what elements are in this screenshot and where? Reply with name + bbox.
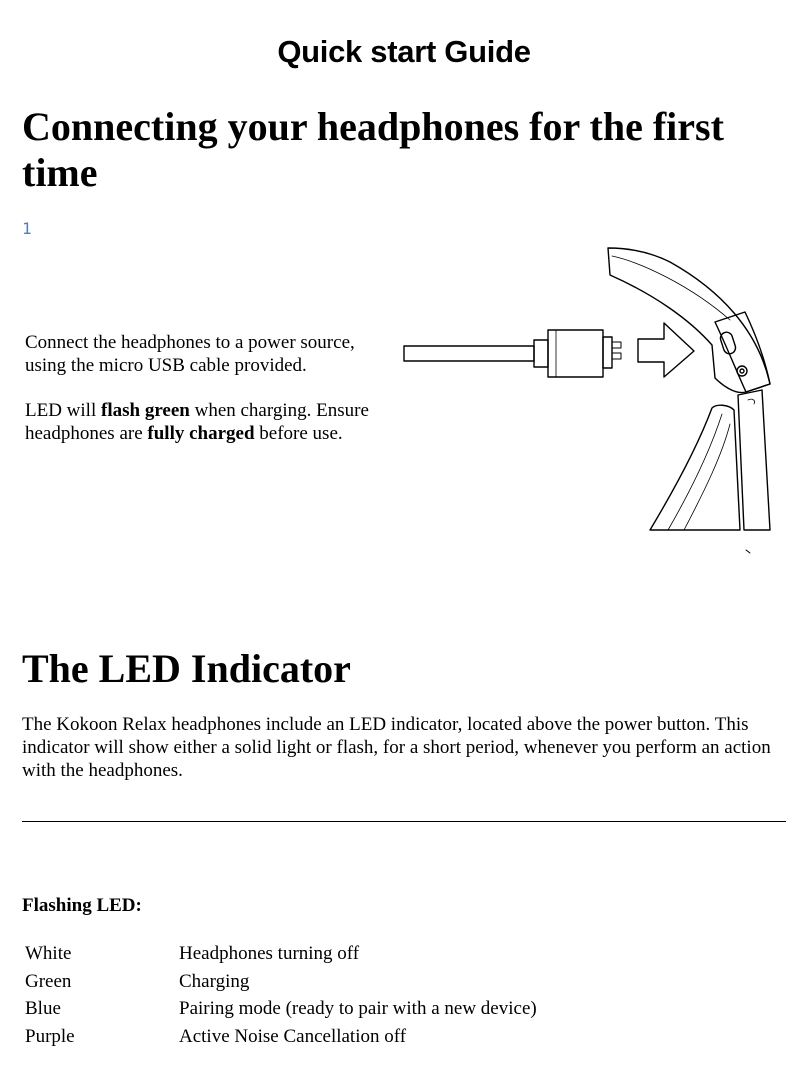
led-charging-note bbox=[25, 399, 395, 445]
led-note-text: when charging. Ensure headphones are bbox=[25, 400, 369, 444]
section-divider bbox=[22, 821, 786, 822]
led-note-emphasis: flash green bbox=[101, 400, 190, 421]
section-heading-led: The LED Indicator bbox=[22, 646, 351, 691]
led-color-label: Green bbox=[25, 970, 72, 992]
led-meaning: Active Noise Cancellation off bbox=[179, 1025, 407, 1047]
headphones-usb-charging-illustration bbox=[400, 240, 790, 560]
section-heading-connect: Connecting your headphones for the first time bbox=[22, 104, 724, 195]
led-note-emphasis: fully charged bbox=[147, 423, 255, 444]
led-meaning: Charging bbox=[179, 970, 250, 992]
led-color-label: Blue bbox=[25, 998, 61, 1019]
arrow-right-icon bbox=[638, 323, 694, 377]
guide-title: Quick start Guide bbox=[277, 34, 531, 69]
led-color-label: Purple bbox=[25, 1025, 75, 1047]
usb-cable-icon bbox=[404, 330, 621, 377]
connect-instruction: Connect the headphones to a power source, using the micro USB cable provided. bbox=[25, 332, 355, 376]
step-number: 1 bbox=[22, 219, 32, 238]
led-meaning: Headphones turning off bbox=[179, 943, 360, 964]
led-description: The Kokoon Relax headphones include an LED indicator, located above the power button. This indicator will show either a solid light or flash, for a short period, whenever you perform an action with the headphones. bbox=[22, 714, 771, 781]
led-meaning: Pairing mode (ready to pair with a new device) bbox=[179, 998, 537, 1019]
led-color-label: White bbox=[25, 943, 72, 964]
led-note-text: LED will bbox=[25, 400, 101, 421]
led-note-text: before use. bbox=[254, 423, 343, 444]
flashing-led-title: Flashing LED: bbox=[22, 895, 142, 916]
